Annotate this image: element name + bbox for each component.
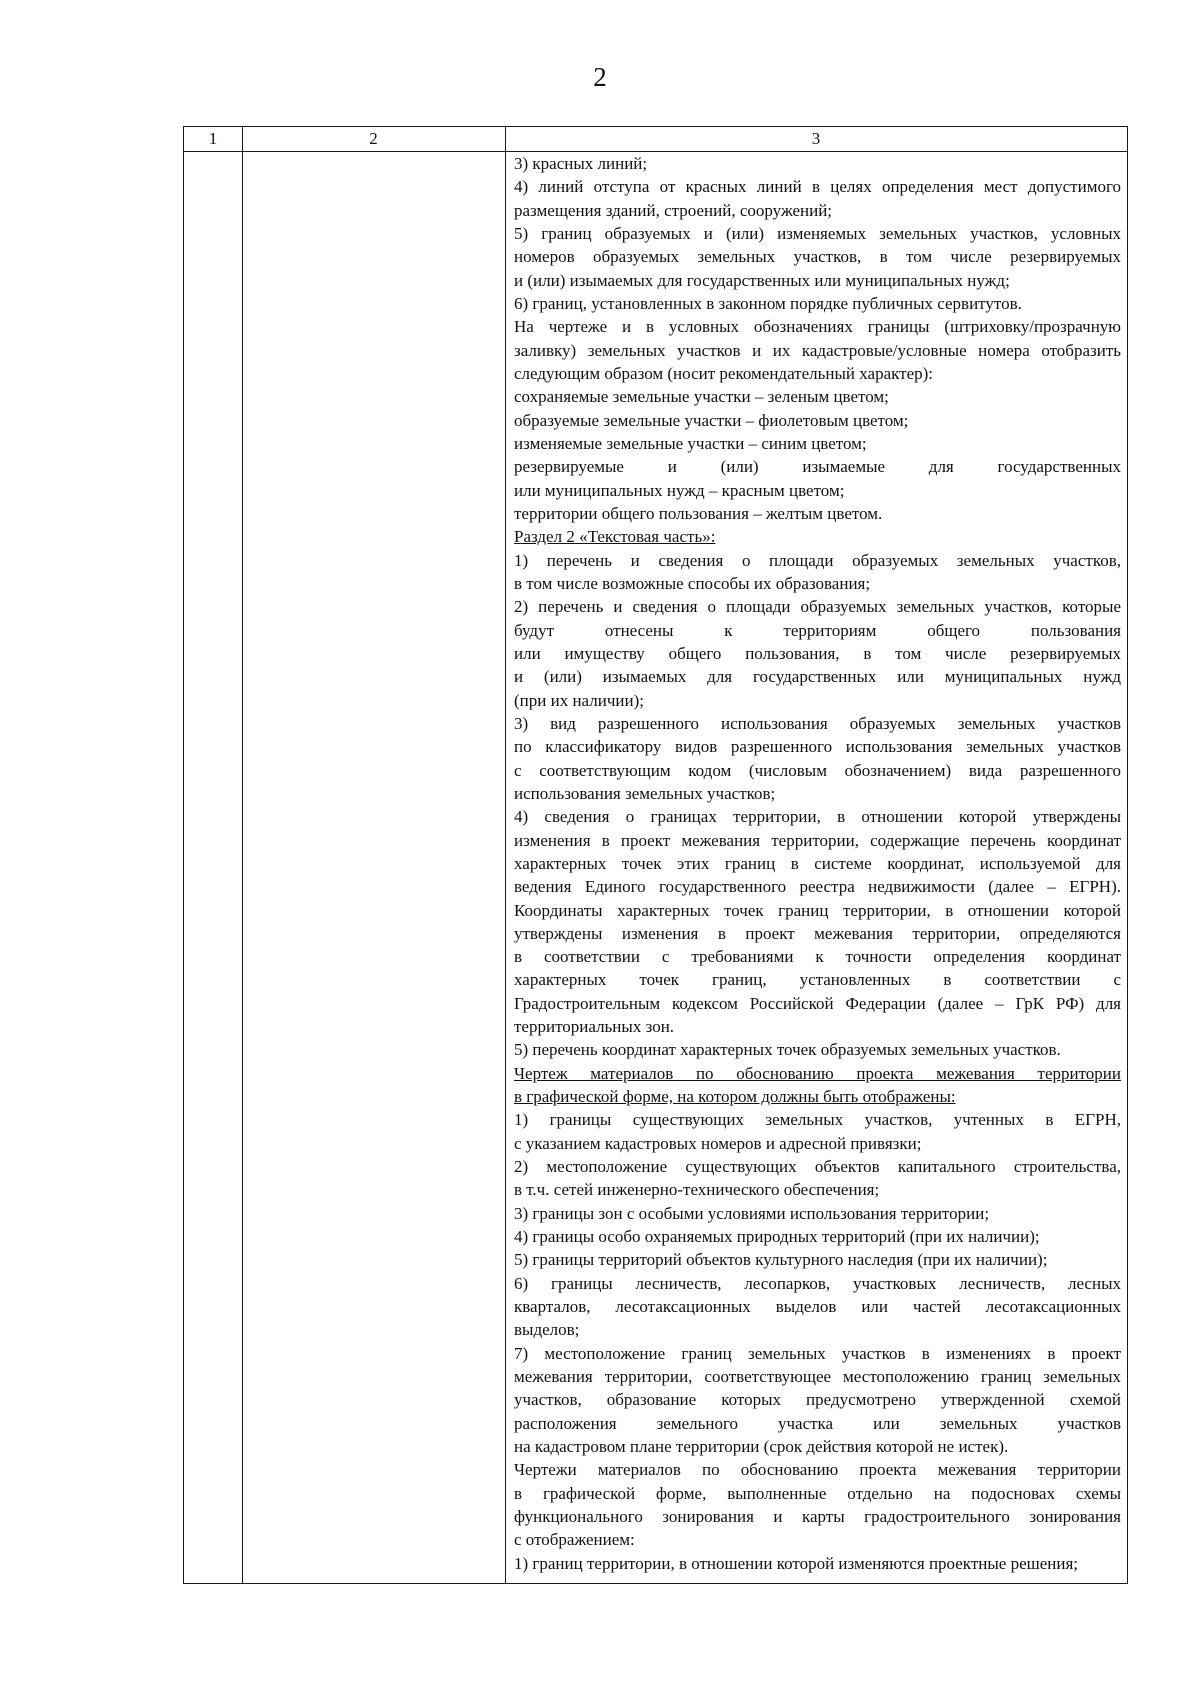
table-text-line: характерных точек границ, установленных в соответствии с	[514, 970, 1121, 990]
table-text-line: использования земельных участков;	[514, 783, 776, 803]
table-text-line: выделов;	[514, 1320, 580, 1340]
table-text-line: 6) границы лесничеств, лесопарков, участковых лесничеств, лесных	[514, 1273, 1121, 1293]
page-number: 2	[593, 62, 607, 92]
table-text-line: 4) сведения о границах территории, в отношении которой утверждены	[514, 807, 1121, 827]
table-text-line: 7) местоположение границ земельных участков в изменениях в проект	[514, 1343, 1121, 1363]
table-text-line: территориальных зон.	[514, 1017, 675, 1037]
column-header-3: 3	[811, 129, 821, 148]
table-text-line: или муниципальных нужд – красным цветом;	[514, 480, 845, 500]
column-header-2: 2	[369, 129, 378, 148]
table-text-line: 5) границы территорий объектов культурного наследия (при их наличии);	[514, 1250, 1048, 1270]
column-divider-1	[242, 127, 243, 1583]
table-text-line: Чертежи материалов по обоснованию проекта межевания территории	[514, 1460, 1121, 1480]
table-text-line: сохраняемые земельные участки – зеленым цветом;	[514, 387, 889, 407]
table-text-line: расположения земельного участка или земельных участков	[514, 1413, 1121, 1433]
table-text-line: 4) границы особо охраняемых природных территорий (при их наличии);	[514, 1227, 1040, 1247]
table-text-line: 5) перечень координат характерных точек образуемых земельных участков.	[514, 1040, 1061, 1060]
table-text-line: 1) перечень и сведения о площади образуемых земельных участков,	[514, 550, 1121, 570]
column-header-1: 1	[208, 129, 218, 148]
table-text-line: в т.ч. сетей инженерно-технического обеспечения;	[514, 1180, 880, 1200]
column-divider-2	[505, 127, 506, 1583]
table-text-line: размещения зданий, строений, сооружений;	[514, 200, 833, 220]
table-text-line: изменяемые земельные участки – синим цветом;	[514, 433, 867, 453]
table-text-line: в том числе возможные способы их образования;	[514, 573, 871, 593]
table-text-line: 1) границ территории, в отношении которой изменяются проектные решения;	[514, 1553, 1078, 1573]
table-text-line: изменения в проект межевания территории, содержащие перечень координат	[514, 830, 1121, 850]
table-text-line: и (или) изымаемых для государственных или муниципальных нужд	[514, 667, 1121, 687]
table-text-line: номеров образуемых земельных участков, в том числе резервируемых	[514, 247, 1121, 267]
table-text-line: заливку) земельных участков и их кадастровые/условные номера отобразить	[514, 340, 1121, 360]
table-text-line: в соответствии с требованиями к точности определения координат	[514, 947, 1121, 967]
table-text-line: 5) границ образуемых и (или) изменяемых земельных участков, условных	[514, 223, 1121, 243]
table-text-line: образуемые земельные участки – фиолетовым цветом;	[514, 410, 909, 430]
table-text-line: кварталов, лесотаксационных выделов или частей лесотаксационных	[514, 1297, 1121, 1317]
table-text-line: ведения Единого государственного реестра недвижимости (далее – ЕГРН).	[514, 877, 1121, 897]
table-text-line: на кадастровом плане территории (срок действия которой не истек).	[514, 1437, 1009, 1457]
table-text-line: характерных точек этих границ в системе координат, используемой для	[514, 853, 1121, 873]
table-text-line: 3) вид разрешенного использования образуемых земельных участков	[514, 713, 1121, 733]
table-text-line: Раздел 2 «Текстовая часть»:	[514, 527, 716, 547]
table-text-line: 2) перечень и сведения о площади образуемых земельных участков, которые	[514, 597, 1121, 617]
table-text-line: утверждены изменения в проект межевания территории, определяются	[514, 923, 1121, 943]
table-text-line: 2) местоположение существующих объектов капитального строительства,	[514, 1157, 1121, 1177]
table-text-line: 3) границы зон с особыми условиями использования территории;	[514, 1203, 990, 1223]
table-text-line: Чертеж материалов по обоснованию проекта межевания территории	[514, 1063, 1121, 1083]
table-text-line: с указанием кадастровых номеров и адресной привязки;	[514, 1133, 922, 1153]
table-text-line: в графической форме, выполненные отдельно на подосновах схемы	[514, 1483, 1121, 1503]
table-text-line: и (или) изымаемых для государственных или муниципальных нужд;	[514, 270, 1010, 290]
table-text-line: Координаты характерных точек границ территории, в отношении которой	[514, 900, 1121, 920]
table-text-line: будут отнесены к территориям общего пользования	[514, 620, 1121, 640]
table-text-line: Градостроительным кодексом Российской Федерации (далее – ГрК РФ) для	[514, 993, 1121, 1013]
table-text-line: межевания территории, соответствующее местоположению границ земельных	[514, 1367, 1121, 1387]
table-text-line: 3) красных линий;	[514, 154, 648, 173]
table-text-line: 6) границ, установленных в законном порядке публичных сервитутов.	[514, 293, 1022, 313]
table-text-line: территории общего пользования – желтым цветом.	[514, 503, 883, 523]
table-text-line: по классификатору видов разрешенного использования земельных участков	[514, 737, 1121, 757]
table-text-line: функционального зонирования и карты градостроительного зонирования	[514, 1507, 1121, 1527]
table-text-line: или имуществу общего пользования, в том числе резервируемых	[514, 643, 1121, 663]
table-text-line: 1) границы существующих земельных участков, учтенных в ЕГРН,	[514, 1110, 1121, 1130]
table-text-line: с соответствующим кодом (числовым обозначением) вида разрешенного	[514, 760, 1121, 780]
requirements-table	[183, 126, 1128, 1584]
table-text-line: участков, образование которых предусмотрено утвержденной схемой	[514, 1390, 1121, 1410]
table-text-line: (при их наличии);	[514, 690, 644, 710]
table-text-line: с отображением:	[514, 1530, 635, 1550]
column-3-content	[514, 152, 1121, 1575]
table-text-line: в графической форме, на котором должны быть отображены:	[514, 1087, 956, 1107]
table-text-line: На чертеже и в условных обозначениях границы (штриховку/прозрачную	[514, 317, 1121, 337]
table-text-line: резервируемые и (или) изымаемые для государственных	[514, 457, 1121, 477]
table-text-line: следующим образом (носит рекомендательный характер):	[514, 363, 934, 383]
table-text-line: 4) линий отступа от красных линий в целях определения мест допустимого	[514, 177, 1121, 197]
